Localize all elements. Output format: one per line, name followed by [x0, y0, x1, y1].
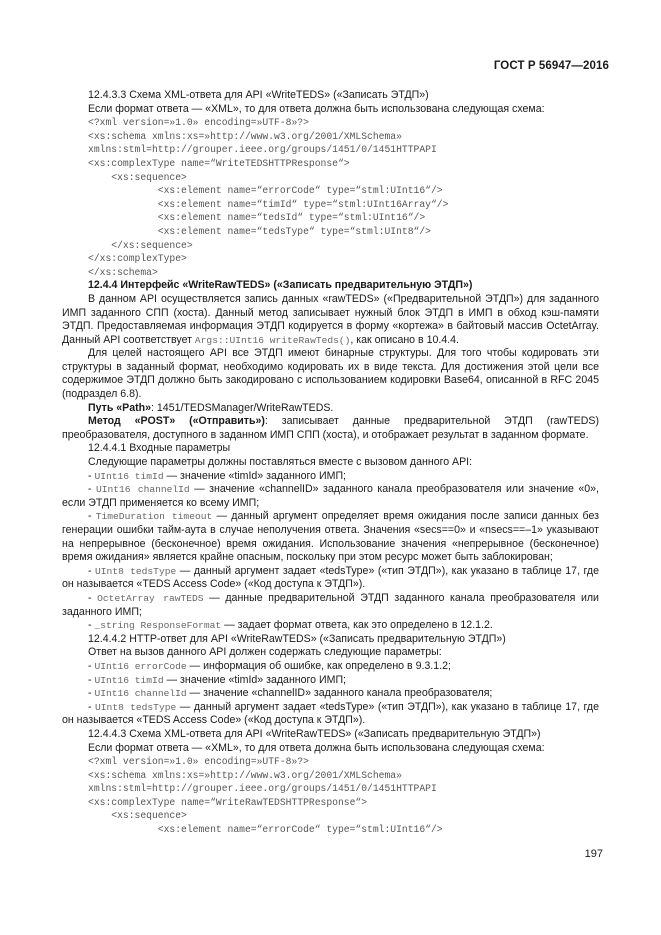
param-code: TimeDuration timeout — [95, 511, 213, 523]
response-param-item: - UInt8 tedsType — данный аргумент задает «tedsType» («тип ЭТДП»), как указано в таблице 17, где он называется «TEDS Access Code» («Код доступа к ЭТДП»). — [62, 700, 599, 727]
code-line: <xs:schema xmlns:xs=»http://www.w3.org/2001/XMLSchema» — [88, 769, 402, 781]
path-value: : 1451/TEDSManager/WriteRawTEDS. — [151, 401, 334, 414]
param-text: — значение «channelID» заданного канала преобразователя; — [186, 687, 493, 700]
param-code: UInt16 timId — [94, 674, 164, 686]
subsection-heading-xml: 12.4.4.3 Схема XML-ответа для API «WriteRawTEDS» («Записать предварительную ЭТДП») — [88, 727, 541, 740]
code-line: <xs:element name=“timId“ type=“stml:UInt16Array“/> — [88, 198, 449, 210]
paragraph: Для целей настоящего API все ЭТДП имеют бинарные структуры. Для того чтобы кодировать эти структуры в заданный формат, необходимо кодировать их в виде текста. Для достижения этой цели все содержимое ЭТДП должно быть закодировано с использованием кодировки Base64, описанной в RFC 2045 (подраздел 6.8). — [62, 347, 599, 401]
response-param-item: - UInt16 timId — значение «timId» заданного ИМП; — [88, 673, 346, 686]
param-item: - UInt8 tedsType — данный аргумент задает «tedsType» («тип ЭТДП»), как указано в таблице 17, где он называется «TEDS Access Code» («Код доступа к ЭТДП»). — [62, 564, 599, 591]
response-param-item: - UInt16 errorCode — информация об ошибке, как определено в 9.3.1.2; — [88, 659, 451, 672]
param-text: — данный аргумент задает «tedsType» («тип ЭТДП»), как указано в таблице 17, где он называется «TEDS Access Code» («Код доступа к ЭТДП»). — [62, 564, 599, 591]
param-text: — значение «timId» заданного ИМП; — [163, 469, 346, 482]
method-line — [62, 415, 599, 442]
param-text: — данный аргумент задает «tedsType» («тип ЭТДП»), как указано в таблице 17, где он называется «TEDS Access Code» («Код доступа к ЭТДП»). — [62, 700, 599, 727]
param-text: — значение «channelID» заданного канала преобразователя или значение «0», если ЭТДП применяется ко всему ИМП; — [62, 483, 599, 509]
subsection-heading-input: 12.4.4.1 Входные параметры — [88, 442, 231, 455]
param-item: - _string ResponseFormat — задает формат ответа, как это определено в 12.1.2. — [88, 619, 493, 632]
code-line: xmlns:stml=http://grouper.ieee.org/groups/1451/0/1451HTTPAPI — [88, 783, 437, 795]
param-text: — значение «timId» заданного ИМП; — [163, 673, 346, 686]
code-line: <xs:sequence> — [88, 810, 187, 822]
param-text: — данные предварительной ЭТДП заданного канала преобразователя или заданного ИМП; — [62, 591, 599, 618]
param-code: UInt8 tedsType — [95, 701, 177, 713]
param-item: - TimeDuration timeout — данный аргумент определяет время ожидания после записи данных без генерации ошибки тайм-аута в случае неполучения ответа. Значения «secs==0» и «nsecs==–1» указывают на непрерывное (бесконечное) время ожидания. Использование значения «непрерывное (бесконечное) время ожидания» является крайне опасным, поскольку при этом ресурс может быть заблокирован; — [62, 510, 599, 564]
param-code: OctetArray rawTEDS — [97, 592, 204, 604]
xml-schema-code-block — [62, 116, 599, 279]
paragraph — [62, 293, 599, 347]
method-label: Метод «POST» («Отправить») — [88, 415, 265, 428]
paragraph-text: , как описано в 10.4.4. — [350, 333, 459, 346]
page-number: 197 — [584, 848, 603, 860]
param-item: - UInt16 timId — значение «timId» заданного ИМП; — [88, 469, 346, 482]
input-intro: Следующие параметры должны поставляться вместе с вызовом данного API: — [88, 456, 473, 469]
section-intro: Если формат ответа — «XML», то для ответа должна быть использована следующая схема: — [88, 102, 545, 115]
code-line: <xs:element name=“tedsId“ type=“stml:UInt16“/> — [88, 212, 426, 224]
xml-schema-code-block — [62, 755, 599, 837]
code-line: <?xml version=»1.0» encoding=»UTF-8»?> — [88, 756, 309, 768]
method-text: : записывает данные предварительной ЭТДП (rawTEDS) преобразователя, доступного в заданном ИМП СПП (хоста), и отображает результат в заданном формате. — [62, 415, 599, 441]
code-line: <xs:element name=“errorCode“ type=“stml:UInt16“/> — [88, 824, 443, 836]
code-line: </xs:complexType> — [88, 253, 187, 265]
param-text: — данный аргумент определяет время ожидания после записи данных без генерации ошибки тайм-аута в случае неполучения ответа. Значения «secs==0» и «nsecs==–1» указывают на непрерывное (бесконечное) время ожидания. Использование значения «непрерывное (бесконечное) время ожидания» является крайне опасным, поскольку при этом ресурс может быть заблокирован; — [62, 510, 599, 564]
code-line: </xs:sequence> — [88, 239, 193, 251]
response-param-item: - UInt16 channelId — значение «channelID» заданного канала преобразователя; — [88, 687, 493, 700]
subsection-heading-http: 12.4.4.2 HTTP-ответ для API «WriteRawTEDS» («Записать предварительную ЭТДП») — [88, 632, 506, 645]
code-line: <xs:schema xmlns:xs=»http://www.w3.org/2001/XMLSchema» — [88, 130, 402, 142]
param-item: - OctetArray rawTEDS — данные предварительной ЭТДП заданного канала преобразователя или заданного ИМП; — [62, 591, 599, 618]
code-line: <xs:element name=“errorCode“ type=“stml:UInt16“/> — [88, 185, 443, 197]
param-code: UInt8 tedsType — [95, 565, 177, 577]
section-heading-12-4-4: 12.4.4 Интерфейс «WriteRawTEDS» («Записать предварительную ЭТДП») — [88, 279, 473, 292]
http-intro: Ответ на вызов данного API должен содержать следующие параметры: — [88, 646, 442, 659]
code-line: xmlns:stml=http://grouper.ieee.org/groups/1451/0/1451HTTPAPI — [88, 144, 437, 156]
code-line: <xs:element name=“tedsType“ type=“stml:UInt8“/> — [88, 225, 431, 237]
code-line: <?xml version=»1.0» encoding=»UTF-8»?> — [88, 117, 309, 129]
code-line: </xs:schema> — [88, 266, 158, 278]
inline-code: Args::UInt16 writeRawTeds() — [194, 334, 351, 346]
page-content — [62, 89, 599, 837]
paragraph-text: В данном API осуществляется запись данных «rawTEDS» («Предварительной ЭТДП») для заданного ИМП заданного СПП (хоста). Данный метод записывает нужный блок ЭТДП в ИМП в обход кэш-памяти ЭТДП. Предоставляемая информация ЭТДП кодируется в форму «кортежа» в байтовый массив OctetArray. Данный API соответствует — [62, 292, 599, 346]
param-text: — задает формат ответа, как это определено в 12.1.2. — [221, 619, 493, 632]
code-line: <xs:sequence> — [88, 171, 187, 183]
section-heading-12-4-3-3: 12.4.3.3 Схема XML-ответа для API «WriteTEDS» («Записать ЭТДП») — [88, 89, 429, 101]
param-code: UInt16 channelId — [94, 688, 187, 700]
param-code: UInt16 timId — [94, 470, 164, 482]
code-line: <xs:complexType name=“WriteRawTEDSHTTPResponse“> — [88, 796, 368, 808]
param-code: UInt16 errorCode — [94, 660, 187, 672]
xml-intro: Если формат ответа — «XML», то для ответа должна быть использована следующая схема: — [88, 741, 545, 754]
path-label: Путь «Path» — [88, 401, 152, 414]
param-text: — информация об ошибке, как определено в 9.3.1.2; — [186, 659, 451, 672]
code-line: <xs:complexType name=“WriteTEDSHTTPResponse“> — [88, 157, 350, 169]
param-code: UInt16 channelId — [96, 484, 190, 496]
param-item: - UInt16 channelId — значение «channelID» заданного канала преобразователя или значение «0», если ЭТДП применяется ко всему ИМП; — [62, 483, 599, 509]
path-line — [62, 402, 599, 416]
param-code: _string ResponseFormat — [94, 620, 222, 632]
standard-header: ГОСТ Р 56947—2016 — [493, 60, 609, 72]
